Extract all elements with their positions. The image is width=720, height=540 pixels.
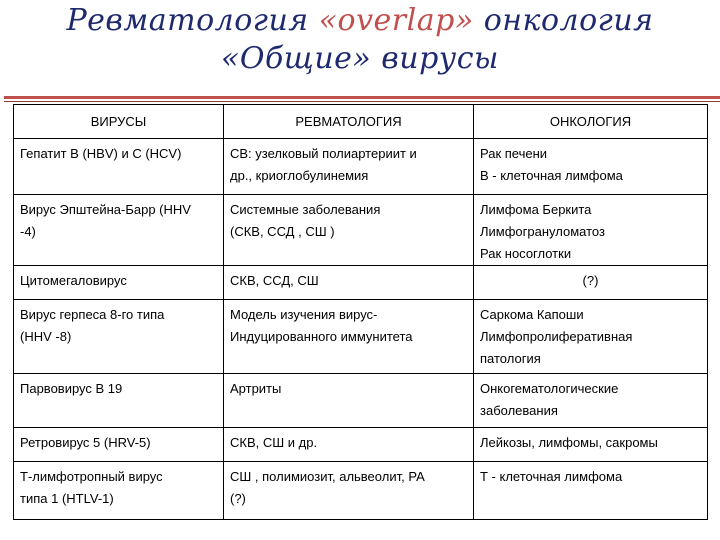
title-divider — [4, 96, 720, 99]
table-body — [14, 139, 708, 520]
cell-line: Т - клеточная лимфома — [480, 469, 623, 484]
virus-table — [13, 104, 708, 520]
cell-oncology — [474, 428, 708, 462]
table-row — [14, 462, 708, 520]
cell-line: Рак печени — [480, 146, 548, 161]
cell-line: Вирус Эпштейна-Барр (HHV — [20, 202, 191, 217]
cell-line: Цитомегаловирус — [20, 273, 127, 288]
cell-line: СКВ, СШ и др. — [230, 435, 318, 450]
cell-line: Саркома Капоши — [480, 307, 584, 322]
cell-line: СКВ, ССД, СШ — [230, 273, 319, 288]
cell-line: СВ: узелковый полиартериит и — [230, 146, 417, 161]
table-row — [14, 139, 708, 195]
cell-virus — [14, 139, 224, 195]
cell-rheumatology — [224, 374, 474, 428]
cell-line: Лейкозы, лимфомы, сакромы — [480, 435, 658, 450]
cell-oncology — [474, 462, 708, 520]
cell-oncology — [474, 300, 708, 374]
cell-line: патология — [480, 351, 541, 366]
cell-rheumatology — [224, 300, 474, 374]
cell-line: СШ , полимиозит, альвеолит, РА — [230, 469, 425, 484]
cell-virus — [14, 266, 224, 300]
cell-line: заболевания — [480, 403, 558, 418]
table-row — [14, 266, 708, 300]
cell-rheumatology — [224, 266, 474, 300]
slide-title — [0, 2, 720, 78]
cell-rheumatology — [224, 195, 474, 266]
cell-line: Ретровирус 5 (HRV-5) — [20, 435, 151, 450]
cell-line: (СКВ, ССД , СШ ) — [230, 224, 335, 239]
cell-oncology — [474, 139, 708, 195]
cell-line: Модель изучения вирус- — [230, 307, 378, 322]
cell-line: Парвовирус В 19 — [20, 381, 123, 396]
title-overlap: «overlap» — [318, 3, 474, 38]
table-row — [14, 300, 708, 374]
cell-virus — [14, 462, 224, 520]
cell-rheumatology — [224, 462, 474, 520]
cell-line: В - клеточная лимфома — [480, 168, 623, 183]
cell-oncology — [474, 195, 708, 266]
header-rheumatology: РЕВМАТОЛОГИЯ — [224, 105, 474, 139]
cell-oncology — [474, 266, 708, 300]
cell-line: Онкогематологические — [480, 381, 619, 396]
cell-line: др., криоглобулинемия — [230, 168, 369, 183]
cell-line: Индуцированного иммунитета — [230, 329, 413, 344]
cell-virus — [14, 428, 224, 462]
title-line-2: «Общие» вирусы — [221, 41, 499, 76]
title-oncology: онкология — [473, 3, 654, 38]
cell-line: типа 1 (HTLV-1) — [20, 491, 114, 506]
cell-virus — [14, 300, 224, 374]
title-rheumatology: Ревматология — [66, 3, 319, 38]
cell-line: Артриты — [230, 381, 282, 396]
table-header-row — [14, 105, 708, 139]
cell-line: (HHV -8) — [20, 329, 72, 344]
title-line-1 — [66, 3, 653, 38]
cell-oncology — [474, 374, 708, 428]
header-oncology: ОНКОЛОГИЯ — [474, 105, 708, 139]
cell-line: Лимфома Беркита — [480, 202, 592, 217]
cell-rheumatology — [224, 428, 474, 462]
table-row — [14, 195, 708, 266]
cell-line: (?) — [230, 491, 246, 506]
cell-rheumatology — [224, 139, 474, 195]
table-row — [14, 428, 708, 462]
cell-line: Лимфопролиферативная — [480, 329, 633, 344]
title-divider-thin — [4, 101, 720, 102]
cell-line: Т-лимфотропный вирус — [20, 469, 163, 484]
header-viruses: ВИРУСЫ — [14, 105, 224, 139]
cell-line: -4) — [20, 224, 36, 239]
cell-virus — [14, 374, 224, 428]
cell-line: Системные заболевания — [230, 202, 381, 217]
cell-line: Лимфогрануломатоз — [480, 224, 605, 239]
cell-virus — [14, 195, 224, 266]
table-row — [14, 374, 708, 428]
cell-line: Гепатит В (HBV) и С (HCV) — [20, 146, 182, 161]
cell-line: Вирус герпеса 8-го типа — [20, 307, 165, 322]
cell-line: (?) — [582, 273, 599, 288]
cell-line: Рак носоглотки — [480, 246, 572, 261]
